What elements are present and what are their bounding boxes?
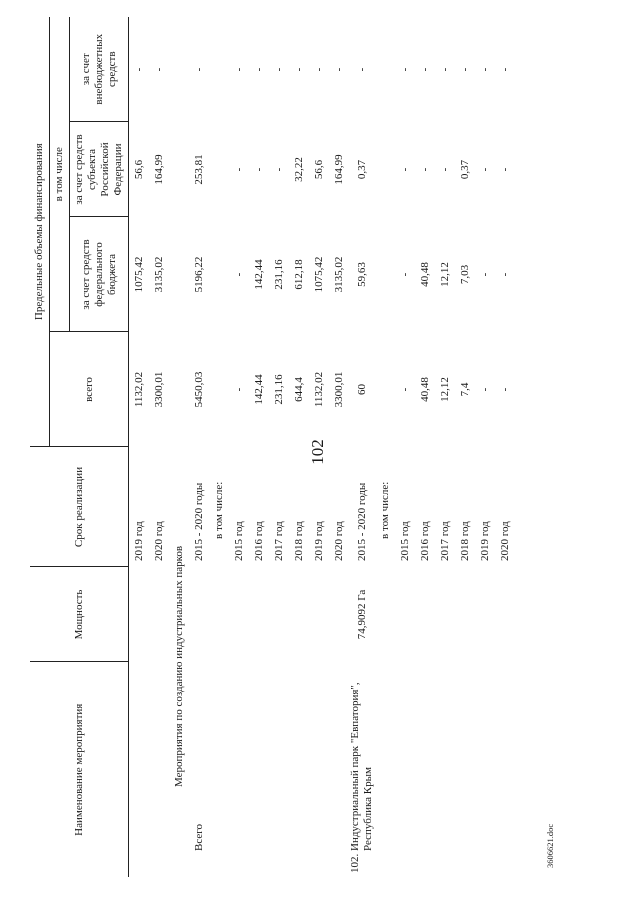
cell-regional: -: [439, 167, 451, 172]
cell-name: [269, 662, 289, 877]
table-row: [129, 17, 150, 877]
table-row: [475, 17, 495, 877]
section-heading: Мероприятия по созданию индустриальных парков: [173, 545, 185, 787]
table-header: [30, 17, 129, 877]
cell-capacity: [435, 567, 455, 662]
cell-name: [229, 662, 249, 877]
cell-federal: 231,16: [273, 259, 285, 290]
cell-total: 1132,02: [133, 371, 145, 408]
cell-federal: 1075,42: [313, 256, 325, 293]
footer-filename: 3606621.doc: [545, 823, 555, 868]
cell-federal: 59,63: [356, 262, 368, 287]
cell-extrabudget: -: [356, 67, 368, 72]
cell-extrabudget: -: [293, 67, 305, 72]
cell-total: 40,48: [419, 377, 431, 402]
cell-name: [189, 662, 209, 877]
event-name: Индустриальный парк "Евпатория", Республика Крым: [349, 682, 374, 851]
cell-capacity: [395, 567, 415, 662]
cell-federal: 40,48: [419, 262, 431, 287]
cell-total: 12,12: [439, 377, 451, 402]
financing-table: [30, 17, 515, 877]
header-total: всего: [50, 332, 129, 447]
cell-regional: -: [419, 167, 431, 172]
cell-extrabudget: -: [399, 67, 411, 72]
table-row: [169, 17, 189, 877]
cell-term: 2015 - 2020 годы: [193, 482, 205, 561]
header-including: в том числе: [50, 17, 70, 332]
cell-federal: 612,18: [293, 259, 305, 290]
cell-capacity: [415, 567, 435, 662]
cell-extrabudget: -: [499, 67, 511, 72]
table-row: [349, 17, 375, 877]
header-extrabudget: за счет внебюджетных средств: [70, 17, 129, 122]
table-body: [129, 17, 516, 877]
cell-name: [349, 662, 375, 877]
page-number: 102: [308, 439, 327, 465]
table-row: [289, 17, 309, 877]
cell-extrabudget: -: [273, 67, 285, 72]
cell-term: 2018 год: [459, 521, 471, 561]
cell-regional: 0,37: [459, 159, 471, 180]
cell-federal: 3135,02: [153, 256, 165, 293]
cell-capacity: [475, 567, 495, 662]
table-row: [455, 17, 475, 877]
event-name: Всего: [193, 824, 205, 851]
cell-term: 2019 год: [133, 521, 145, 561]
cell-name: [129, 662, 150, 877]
cell-name: [149, 662, 169, 877]
row-number: 102.: [349, 853, 361, 873]
cell-capacity: [249, 567, 269, 662]
cell-regional: 32,22: [293, 157, 305, 182]
cell-term: 2016 год: [253, 521, 265, 561]
header-funding-group: Предельные объемы финансирования: [30, 17, 50, 447]
cell-federal: 1075,42: [133, 256, 145, 293]
cell-term: 2015 - 2020 годы: [356, 482, 368, 561]
cell-regional: 56,6: [133, 159, 145, 180]
cell-total: 5450,03: [193, 371, 205, 408]
header-name: Наименование мероприятия: [72, 703, 85, 836]
table-row: [329, 17, 349, 877]
cell-total: 3300,01: [333, 371, 345, 408]
cell-total: 142,44: [253, 374, 265, 405]
cell-regional: 253,81: [193, 154, 205, 185]
cell-name: [435, 662, 455, 877]
cell-regional: -: [499, 167, 511, 172]
cell-capacity: [269, 567, 289, 662]
cell-capacity: 74,9092 Га: [356, 589, 368, 640]
cell-capacity: [455, 567, 475, 662]
header-regional: за счет средств субъекта Российской Федерации: [70, 122, 129, 217]
cell-name: [455, 662, 475, 877]
cell-name: [415, 662, 435, 877]
cell-capacity: [129, 567, 150, 662]
cell-regional: 0,37: [356, 159, 368, 180]
cell-term: 2019 год: [313, 521, 325, 561]
cell-extrabudget: -: [133, 67, 145, 72]
cell-term: 2015 год: [399, 521, 411, 561]
cell-capacity: [329, 567, 349, 662]
cell-federal: -: [479, 272, 491, 277]
cell-name: [475, 662, 495, 877]
table-row: [495, 17, 515, 877]
cell-term: 2020 год: [499, 521, 511, 561]
financing-table-wrapper: [30, 17, 540, 877]
cell-name: [289, 662, 309, 877]
cell-total: -: [499, 387, 511, 392]
cell-name: [309, 662, 329, 877]
cell-term: 2020 год: [153, 521, 165, 561]
cell-name: [395, 662, 415, 877]
cell-regional: 56,6: [313, 159, 325, 180]
table-row: [309, 17, 329, 877]
cell-extrabudget: -: [193, 67, 205, 72]
cell-federal: -: [499, 272, 511, 277]
cell-federal: 142,44: [253, 259, 265, 290]
cell-capacity: [289, 567, 309, 662]
subheading-including: в том числе:: [379, 481, 391, 539]
cell-regional: 164,99: [333, 154, 345, 185]
cell-extrabudget: -: [253, 67, 265, 72]
cell-extrabudget: -: [479, 67, 491, 72]
header-capacity: Мощность: [30, 567, 129, 662]
cell-term: 2015 год: [233, 521, 245, 561]
table-row: [149, 17, 169, 877]
cell-name: [329, 662, 349, 877]
cell-regional: -: [273, 167, 285, 172]
table-row: [375, 17, 395, 877]
table-row: [435, 17, 455, 877]
table-row: [415, 17, 435, 877]
cell-total: 60: [356, 384, 368, 395]
cell-federal: 7,03: [459, 264, 471, 285]
cell-extrabudget: -: [459, 67, 471, 72]
table-row: [229, 17, 249, 877]
cell-term: 2020 год: [333, 521, 345, 561]
cell-name: [249, 662, 269, 877]
cell-regional: 164,99: [153, 154, 165, 185]
cell-term: 2017 год: [273, 521, 285, 561]
cell-federal: -: [399, 272, 411, 277]
cell-total: 1132,02: [313, 371, 325, 408]
cell-capacity: [189, 567, 209, 662]
cell-total: 644,4: [293, 377, 305, 402]
table-row: [209, 17, 229, 877]
cell-extrabudget: -: [419, 67, 431, 72]
cell-extrabudget: -: [439, 67, 451, 72]
cell-term: 2017 год: [439, 521, 451, 561]
header-federal: за счет средств федерального бюджета: [70, 217, 129, 332]
table-row: [189, 17, 209, 877]
cell-term: 2019 год: [479, 521, 491, 561]
cell-total: -: [399, 387, 411, 392]
cell-total: -: [233, 387, 245, 392]
subheading-including: в том числе:: [213, 481, 225, 539]
cell-extrabudget: -: [233, 67, 245, 72]
cell-regional: -: [233, 167, 245, 172]
cell-federal: 3135,02: [333, 256, 345, 293]
cell-federal: 12,12: [439, 262, 451, 287]
cell-federal: 5196,22: [193, 256, 205, 293]
cell-regional: -: [479, 167, 491, 172]
header-term: Срок реализации: [30, 447, 129, 567]
cell-capacity: [229, 567, 249, 662]
cell-extrabudget: -: [313, 67, 325, 72]
cell-regional: -: [253, 167, 265, 172]
cell-term: 2016 год: [419, 521, 431, 561]
cell-total: 3300,01: [153, 371, 165, 408]
cell-capacity: [309, 567, 329, 662]
cell-total: 231,16: [273, 374, 285, 405]
cell-name: [495, 662, 515, 877]
table-row: [249, 17, 269, 877]
cell-capacity: [495, 567, 515, 662]
cell-regional: -: [399, 167, 411, 172]
table-row: [395, 17, 415, 877]
cell-extrabudget: -: [333, 67, 345, 72]
table-row: [269, 17, 289, 877]
cell-federal: -: [233, 272, 245, 277]
cell-total: -: [479, 387, 491, 392]
cell-term: 2018 год: [293, 521, 305, 561]
cell-capacity: [149, 567, 169, 662]
cell-total: 7,4: [459, 382, 471, 397]
cell-extrabudget: -: [153, 67, 165, 72]
